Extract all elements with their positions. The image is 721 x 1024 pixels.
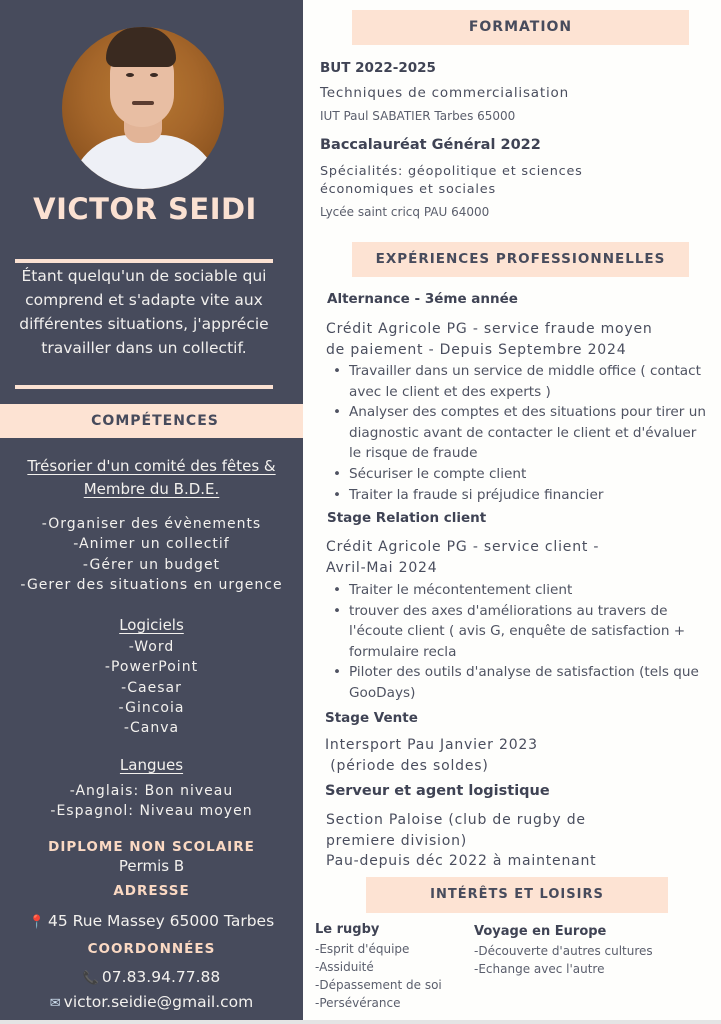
skills-list xyxy=(0,514,303,595)
experience-subtitle xyxy=(326,319,653,360)
email-value[interactable]: victor.seidie@gmail.com xyxy=(63,993,254,1011)
skill-item: -Organiser des évènements xyxy=(41,516,262,532)
software-item: -Gincoia xyxy=(118,699,185,716)
photo-moustache xyxy=(132,101,154,105)
email-line xyxy=(0,993,303,1011)
photo-eye xyxy=(150,73,158,77)
role-block xyxy=(0,455,303,501)
experience-subtitle-line: (période des soldes) xyxy=(325,757,489,774)
experience-bullets xyxy=(326,580,706,704)
skill-item: -Animer un collectif xyxy=(73,536,230,553)
photo-eye xyxy=(126,73,134,77)
role-line: Membre du B.D.E. xyxy=(83,480,220,498)
experience-subtitle-line: Intersport Pau Janvier 2023 xyxy=(325,737,538,753)
experience-heading: Serveur et agent logistique xyxy=(325,783,550,799)
language-item: -Espagnol: Niveau moyen xyxy=(50,803,253,820)
experience-subtitle xyxy=(325,735,538,776)
diplome-title: DIPLOME NON SCOLAIRE xyxy=(48,839,255,855)
formation-banner: FORMATION xyxy=(352,10,689,45)
logiciels-section xyxy=(0,614,303,738)
profile-photo xyxy=(62,27,224,189)
interest-column xyxy=(474,922,653,978)
adresse-title: ADRESSE xyxy=(113,883,190,899)
formation-subtitle-line: économiques et sociales xyxy=(320,182,496,197)
interets-banner: INTÉRÊTS ET LOISIRS xyxy=(366,877,668,913)
role-line: Trésorier d'un comité des fêtes & xyxy=(27,457,276,475)
experience-heading: Stage Vente xyxy=(325,710,418,726)
formation-heading: BUT 2022-2025 xyxy=(320,60,436,76)
bullet-item: • Piloter des outils d'analyse de satisfaction (tels que GooDays) xyxy=(326,662,706,703)
diplome-value: Permis B xyxy=(118,857,185,875)
formation-heading: Baccalauréat Général 2022 xyxy=(320,137,541,153)
page-bottom-edge xyxy=(0,1020,721,1024)
sidebar xyxy=(0,0,303,1020)
bullet-item: • Traiter la fraude si préjudice financier xyxy=(326,485,706,506)
interest-title: Le rugby xyxy=(315,922,380,937)
experience-heading: Stage Relation client xyxy=(327,510,487,526)
experience-subtitle-line: Section Paloise (club de rugby de xyxy=(326,812,586,828)
interest-item: -Persévérance xyxy=(315,996,401,1010)
langues-section xyxy=(0,754,303,822)
bullet-item: • trouver des axes d'améliorations au travers de l'écoute client ( avis G, enquête de satisfaction + formulaire recla xyxy=(326,601,706,663)
formation-place: Lycée saint cricq PAU 64000 xyxy=(320,205,490,219)
experience-subtitle-line: Pau-depuis déc 2022 à maintenant xyxy=(326,853,597,869)
phone-value[interactable]: 07.83.94.77.88 xyxy=(101,968,221,986)
formation-subtitle: Techniques de commercialisation xyxy=(320,85,569,101)
formation-subtitle xyxy=(320,163,583,199)
map-pin-icon: 📍 xyxy=(28,915,46,930)
bullet-item: • Analyser des comptes et des situations pour tirer un diagnostic avant de contacter le client et d'évaluer le risque de fraude xyxy=(326,402,706,464)
formation-place: IUT Paul SABATIER Tarbes 65000 xyxy=(320,109,516,123)
profile-summary: Étant quelqu'un de sociable qui comprend et s'adapte vite aux différentes situations, j'apprécie travailler dans un collectif. xyxy=(19,267,269,357)
skill-item: -Gérer un budget xyxy=(82,556,221,573)
software-item: -PowerPoint xyxy=(104,659,199,676)
bullet-item: • Traiter le mécontentement client xyxy=(326,580,706,601)
logiciels-title: Logiciels xyxy=(119,616,184,634)
adresse-value: 45 Rue Massey 65000 Tarbes xyxy=(48,912,275,930)
bullet-item: • Sécuriser le compte client xyxy=(326,464,706,485)
bullet-item: • Travailler dans un service de middle office ( contact avec le client et des experts ) xyxy=(326,361,706,402)
interest-item: -Esprit d'équipe xyxy=(315,942,410,956)
phone-icon: 📞 xyxy=(82,971,99,986)
skill-item: -Gerer des situations en urgence xyxy=(20,576,283,593)
adresse-line xyxy=(0,912,303,930)
coordonnees-title: COORDONNÉES xyxy=(87,941,216,957)
experience-bullets xyxy=(326,361,706,505)
experience-subtitle-line: Avril-Mai 2024 xyxy=(326,559,438,576)
interest-item: -Découverte d'autres cultures xyxy=(474,944,653,958)
photo-shirt xyxy=(70,135,220,189)
phone-line xyxy=(0,968,303,986)
software-item: -Canva xyxy=(123,720,180,737)
interest-item: -Dépassement de soi xyxy=(315,978,442,992)
experience-subtitle-line: premiere division) xyxy=(326,832,468,849)
experiences-banner: EXPÉRIENCES PROFESSIONNELLES xyxy=(352,242,689,277)
interest-title: Voyage en Europe xyxy=(474,924,607,939)
experience-subtitle-line: Crédit Agricole PG - service fraude moyen xyxy=(326,321,653,337)
software-item: -Word xyxy=(128,639,175,655)
experience-heading: Alternance - 3éme année xyxy=(327,291,518,307)
candidate-name: VICTOR SEIDI xyxy=(33,192,257,226)
language-item: -Anglais: Bon niveau xyxy=(69,783,234,799)
langues-title: Langues xyxy=(119,756,184,774)
competences-banner: COMPÉTENCES xyxy=(0,404,310,438)
experience-subtitle xyxy=(326,537,599,578)
interest-item: -Assiduité xyxy=(315,960,374,974)
interest-item: -Echange avec l'autre xyxy=(474,962,605,976)
software-item: -Caesar xyxy=(121,679,182,696)
summary-divider-bottom xyxy=(15,385,273,389)
envelope-icon: ✉ xyxy=(49,996,61,1011)
photo-hair xyxy=(106,27,176,67)
experience-subtitle-line: de paiement - Depuis Septembre 2024 xyxy=(326,341,627,358)
interest-column xyxy=(315,920,442,1012)
summary-divider-top xyxy=(15,259,273,263)
experience-subtitle-line: Crédit Agricole PG - service client - xyxy=(326,539,600,555)
experience-subtitle xyxy=(326,810,596,872)
formation-subtitle-line: Spécialités: géopolitique et sciences xyxy=(320,164,583,179)
